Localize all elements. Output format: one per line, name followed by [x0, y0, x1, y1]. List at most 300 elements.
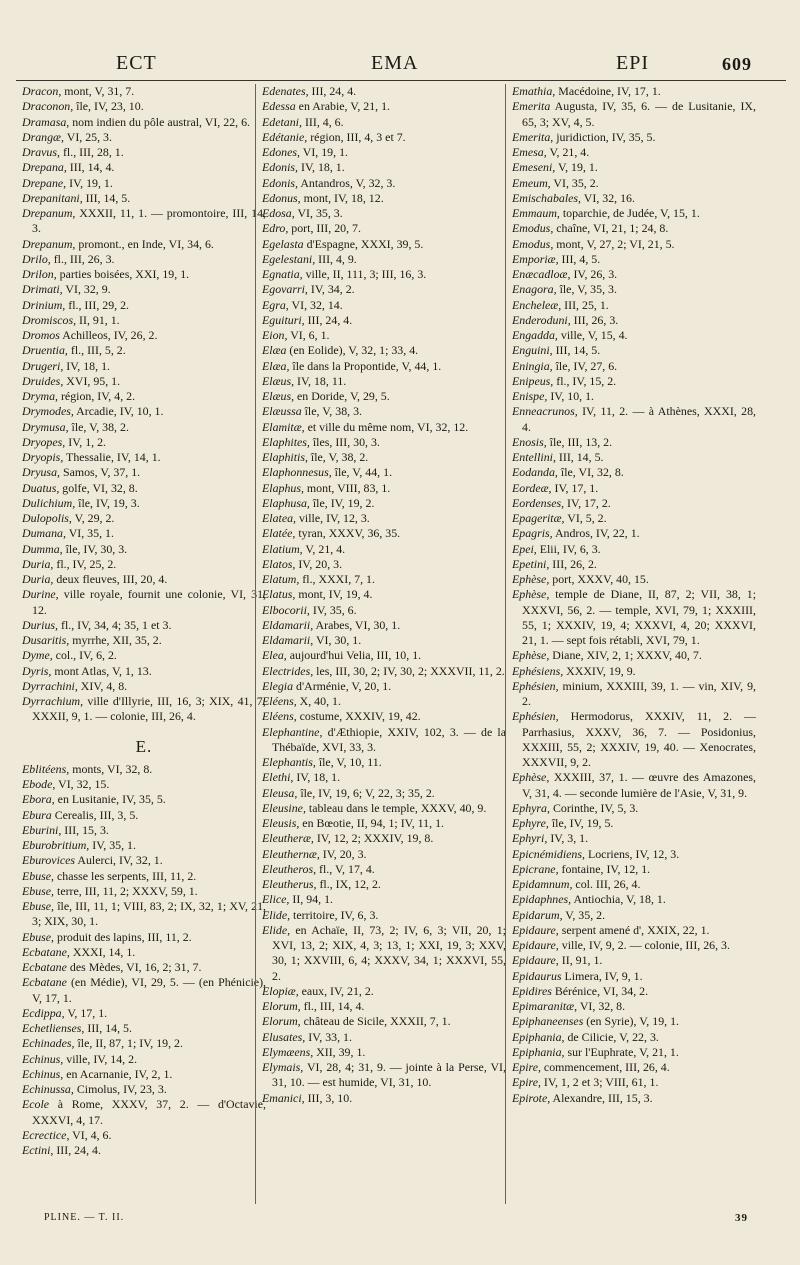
entry-reference: fl., III, 14, 4. — [300, 999, 365, 1013]
entry-headword: Emporiæ, — [512, 251, 559, 266]
entry-reference: aujourd'hui Velia, III, 10, 1. — [286, 648, 422, 663]
entry-reference: III, 4, 5. — [558, 251, 601, 266]
entry-headword: Eordeæ, — [512, 480, 552, 495]
entry-reference: et ville du même nom, VI, 32, 12. — [304, 419, 469, 434]
index-entry — [22, 328, 266, 343]
index-entry — [22, 869, 266, 884]
entry-reference: tyran, XXXV, 36, 35. — [295, 526, 401, 541]
entry-headword: Dramasa, — [22, 114, 70, 129]
index-entry — [262, 1045, 506, 1060]
header-left-guideword: ECT — [116, 52, 157, 74]
entry-headword: Eleutheros, — [262, 861, 317, 876]
entry-reference: commencement, III, 26, 4. — [540, 1060, 670, 1074]
entry-reference: juridiction, IV, 35, 5. — [553, 129, 656, 144]
entry-reference: VI, 6, 1. — [287, 328, 330, 342]
index-entry — [512, 496, 756, 511]
index-entry — [22, 838, 266, 853]
entry-reference: Cimolus, IV, 23, 3. — [73, 1082, 167, 1096]
index-entry — [262, 343, 506, 358]
entry-headword: Eningia, — [512, 358, 553, 373]
entry-reference: toparchie, de Judée, V, 15, 1. — [559, 206, 700, 220]
entry-headword: Edro, — [262, 221, 289, 236]
entry-reference: port, XXXV, 40, 15. — [549, 572, 649, 586]
index-entry — [262, 313, 506, 328]
entry-reference: Achilleos, IV, 26, 2. — [59, 328, 158, 342]
entry-reference: en Acarnanie, IV, 2, 1. — [63, 1066, 173, 1081]
entry-reference: Locriens, IV, 12, 3. — [584, 846, 680, 861]
entry-headword: Egnatia, — [262, 267, 303, 281]
entry-reference: îles, III, 30, 3. — [309, 434, 380, 449]
index-entry — [22, 359, 266, 374]
index-entry — [262, 298, 506, 313]
running-header — [16, 52, 786, 78]
index-entry — [262, 191, 506, 206]
entry-reference: sur l'Euphrate, V, 21, 1. — [564, 1044, 679, 1059]
entry-reference: d'Arménie, V, 20, 1. — [293, 678, 392, 693]
entry-headword: Elatos, — [262, 556, 296, 571]
entry-headword: Ecbatane — [22, 960, 67, 974]
entry-reference: VI, 19, 1. — [299, 145, 348, 159]
index-entry — [262, 84, 506, 99]
index-entry — [512, 526, 756, 541]
entry-headword: Drimati, — [22, 282, 63, 297]
index-entry — [262, 847, 506, 862]
entry-reference: île, IV, 19, 5. — [548, 816, 614, 830]
entry-reference: fl., III, 29, 2. — [65, 297, 130, 312]
entry-headword: Ebode, — [22, 777, 56, 791]
entry-headword: Ebuse, — [22, 883, 55, 898]
entry-headword: Elice, — [262, 892, 290, 907]
index-entry — [262, 176, 506, 191]
entry-headword: Elymæens, — [262, 1044, 314, 1059]
entry-reference: III, 24, 4. — [53, 1143, 101, 1157]
index-entry — [512, 969, 756, 984]
index-entry — [22, 343, 266, 358]
entry-reference: île, V, 44, 1. — [331, 465, 393, 480]
entry-headword: Drilo, — [22, 251, 51, 266]
entry-headword: Elæussa — [262, 404, 302, 419]
index-entry — [262, 328, 506, 343]
entry-headword: Emmaum, — [512, 206, 560, 220]
entry-headword: Epei, — [512, 541, 537, 556]
index-entry — [22, 450, 266, 465]
entry-headword: Elaphusa, — [262, 495, 310, 510]
entry-reference: d'Æthiopie, XXIV, 102, 3. — de la Thébaïde, XVI, 33, 3. — [272, 724, 506, 754]
entry-reference: île, V, 10, 11. — [315, 755, 382, 769]
section-letter: E. — [135, 736, 153, 756]
index-entry — [22, 526, 266, 541]
index-entry — [22, 191, 266, 206]
entry-reference: VI, 25, 3. — [63, 129, 112, 144]
index-entry — [512, 221, 756, 236]
entry-reference: V, 21, 4. — [302, 541, 346, 556]
index-entry — [22, 1097, 266, 1128]
entry-reference: serpent amené d', XXIX, 22, 1. — [558, 922, 710, 937]
index-entry — [262, 160, 506, 175]
index-entry — [512, 984, 756, 999]
entry-headword: Egelestani, — [262, 251, 316, 266]
entry-headword: Emodus, — [512, 221, 554, 236]
entry-headword: Egovarri, — [262, 282, 308, 297]
entry-reference: Corinthe, IV, 5, 3. — [549, 800, 639, 815]
index-entry — [512, 481, 756, 496]
index-entry — [262, 481, 506, 496]
entry-headword: Drangæ, — [22, 129, 64, 144]
index-entry — [262, 709, 506, 724]
index-entry — [22, 206, 266, 237]
entry-reference: en Arabie, V, 21, 1. — [295, 99, 391, 114]
entry-reference: eaux, IV, 21, 2. — [298, 983, 374, 998]
entry-reference: III, 25, 1. — [561, 297, 609, 312]
entry-headword: Ebora, — [22, 792, 55, 807]
index-entry — [22, 511, 266, 526]
entry-reference: IV, 20, 3. — [319, 846, 367, 861]
header-rule — [16, 80, 786, 81]
entry-reference: myrrhe, XII, 35, 2. — [69, 633, 162, 647]
entry-headword: Durius, — [22, 617, 59, 632]
entry-reference: Samos, V, 37, 1. — [59, 465, 141, 480]
footer-signature: PLINE. — T. II. — [44, 1212, 125, 1223]
index-entry — [262, 404, 506, 419]
entry-headword: Enispe, — [512, 389, 548, 403]
entry-headword: Dumana, — [22, 526, 66, 541]
entry-reference: IV, 26, 3. — [570, 267, 618, 281]
index-entry — [262, 603, 506, 618]
entry-reference: île, II, 87, 1; IV, 19, 2. — [74, 1036, 183, 1051]
index-entry — [262, 282, 506, 297]
entry-headword: Drepanum, — [22, 206, 76, 220]
index-entry — [22, 1143, 266, 1158]
entry-headword: Elatea, — [262, 511, 297, 525]
index-entry — [512, 1045, 756, 1060]
index-entry — [262, 877, 506, 892]
entry-reference: île, IV, 30, 3. — [62, 541, 128, 556]
entry-reference: III, 4, 9. — [315, 251, 357, 266]
entry-reference: Andros, IV, 22, 1. — [552, 526, 640, 541]
index-entry — [262, 221, 506, 236]
index-entry — [262, 557, 506, 572]
entry-headword: Epire, — [512, 1060, 541, 1074]
index-entry — [262, 755, 506, 770]
entry-reference: IV, 17, 2. — [564, 495, 611, 510]
index-entry — [22, 176, 266, 191]
entry-reference: terre, III, 11, 2; XXXV, 59, 1. — [54, 883, 198, 898]
index-entry — [22, 587, 266, 618]
index-entry — [512, 145, 756, 160]
entry-reference: Arcadie, IV, 10, 1. — [73, 404, 164, 419]
index-entry — [512, 404, 756, 435]
index-entry — [22, 1082, 266, 1097]
entry-reference: en Doride, V, 29, 5. — [294, 389, 390, 403]
entry-headword: Epiphania, — [512, 1044, 565, 1059]
entry-headword: Emathia, — [512, 84, 556, 98]
entry-headword: Ebuse, — [22, 868, 55, 883]
entry-reference: VI, 30, 1. — [313, 633, 362, 647]
entry-reference: Limera, IV, 9, 1. — [561, 968, 643, 983]
index-entry — [512, 770, 756, 801]
index-entry — [512, 206, 756, 221]
entry-reference: XXXIV, 19, 9. — [563, 663, 636, 678]
entry-headword: Elatus, — [262, 587, 296, 602]
entry-headword: Dyme, — [22, 648, 53, 663]
index-entry — [262, 145, 506, 160]
index-entry — [262, 99, 506, 114]
entry-reference: Diane, XIV, 2, 1; XXXV, 40, 7. — [549, 648, 702, 663]
entry-reference: fl., IV, 25, 2. — [53, 556, 117, 571]
index-entry — [22, 84, 266, 99]
entry-headword: Epire, — [512, 1075, 541, 1090]
entry-headword: Dusaritis, — [22, 633, 70, 647]
entry-reference: Alexandre, III, 15, 3. — [550, 1090, 653, 1105]
entry-headword: Egelasta — [262, 236, 304, 251]
entry-reference: III, 4, 6. — [301, 114, 344, 129]
index-entry — [512, 648, 756, 663]
entry-reference: VI, 35, 2. — [550, 175, 599, 190]
entry-reference: fl., IX, 12, 2. — [316, 877, 381, 891]
index-entry — [512, 237, 756, 252]
entry-reference: fl., V, 17, 4. — [316, 861, 375, 876]
index-entry — [512, 282, 756, 297]
entry-headword: Enipeus, — [512, 373, 554, 388]
index-entry — [512, 557, 756, 572]
index-entry — [262, 694, 506, 709]
entry-reference: VI, 32, 15. — [55, 777, 110, 791]
entry-headword: Edones, — [262, 145, 300, 159]
entry-reference: territoire, IV, 6, 3. — [290, 907, 379, 922]
entry-headword: Eldamarii, — [262, 633, 314, 647]
entry-reference: fl., IV, 34, 4; 35, 1 et 3. — [58, 617, 172, 632]
entry-headword: Engadda, — [512, 328, 558, 342]
entry-headword: Epidaure, — [512, 938, 559, 952]
entry-headword: Dyrrachini, — [22, 678, 78, 693]
entry-headword: Ephésiens, — [512, 663, 564, 678]
entry-headword: Elaphitis, — [262, 450, 308, 464]
entry-headword: Drinium, — [22, 297, 66, 312]
index-entry — [262, 908, 506, 923]
entry-reference: III, 14, 5. — [555, 450, 604, 464]
entry-headword: Epiphaneenses — [512, 1014, 584, 1029]
entry-headword: Edessa — [262, 99, 296, 114]
entry-headword: Elaphites, — [262, 434, 310, 449]
index-entry — [262, 664, 506, 679]
entry-headword: Ephésien, — [512, 678, 559, 693]
entry-headword: Eléens, — [262, 709, 297, 724]
entry-headword: Emerita — [512, 99, 551, 114]
page-number: 609 — [722, 54, 752, 74]
index-entry — [262, 816, 506, 831]
entry-headword: Eguituri, — [262, 312, 305, 327]
index-entry — [512, 862, 756, 877]
entry-reference: île, V, 38, 3. — [301, 404, 362, 419]
entry-headword: Ebuse, — [22, 929, 55, 944]
entry-reference: V, 21, 4. — [546, 145, 590, 159]
entry-reference: île, IV, 19, 6; V, 22, 3; 35, 2. — [297, 785, 435, 800]
index-entry — [512, 1075, 756, 1090]
entry-headword: Echinades, — [22, 1036, 75, 1051]
index-entry — [22, 267, 266, 282]
entry-reference: île, IV, 23, 10. — [73, 99, 144, 114]
entry-headword: Epiphania, — [512, 1029, 565, 1044]
index-entry — [22, 465, 266, 480]
index-entry — [22, 648, 266, 663]
index-entry — [262, 465, 506, 480]
entry-reference: île, IV, 19, 2. — [309, 495, 375, 510]
index-entry — [262, 435, 506, 450]
entry-reference: III, 26, 3. — [570, 312, 619, 327]
entry-reference: Arabes, VI, 30, 1. — [313, 617, 401, 632]
index-entry — [512, 176, 756, 191]
column-divider — [255, 84, 256, 1204]
entry-reference: IV, 18, 11. — [294, 373, 347, 388]
entry-reference: monts, VI, 32, 8. — [69, 761, 153, 776]
entry-headword: Eion, — [262, 328, 288, 342]
index-entry — [22, 823, 266, 838]
entry-reference: île, IV, 19, 3. — [75, 495, 140, 510]
entry-headword: Eodanda, — [512, 465, 558, 480]
entry-headword: Elethi, — [262, 770, 294, 785]
entry-reference: mont Atlas, V, 1, 13. — [51, 663, 152, 678]
entry-headword: Emischabales, — [512, 190, 582, 205]
entry-headword: Epidires — [512, 983, 552, 998]
index-entry — [22, 884, 266, 899]
entry-headword: Elbocorii, — [262, 602, 310, 617]
entry-reference: ville, IV, 9, 2. — colonie, III, 26, 3. — [558, 938, 730, 952]
entry-headword: Elegia — [262, 678, 294, 693]
index-entry — [262, 892, 506, 907]
entry-headword: Eleusine, — [262, 800, 306, 815]
entry-headword: Epagris, — [512, 526, 553, 541]
entry-headword: Drepanum, — [22, 236, 76, 251]
entry-headword: Ephèse, — [512, 648, 550, 663]
entry-reference: deux fleuves, III, 20, 4. — [53, 572, 168, 586]
entry-headword: Dryma, — [22, 389, 58, 403]
index-entry — [22, 99, 266, 114]
index-entry — [262, 374, 506, 389]
entry-reference: temple de Diane, II, 87, 2; VII, 38, 1; XXXVI, 56, 2. — temple, XVI, 79, 1; XXXIII, 55, 1; XXXIV, 19, 4; XXXVI, 4, 20; XXXVI, 21, 1. — sept fois rétabli, XVI, 79, 1. — [522, 587, 756, 647]
entry-headword: Ecrectice, — [22, 1127, 70, 1142]
entry-reference: golfe, VI, 32, 8. — [59, 480, 138, 495]
entry-headword: Eleuthernæ, — [262, 846, 320, 861]
index-entry — [512, 664, 756, 679]
entry-reference: (en Médie), VI, 29, 5. — (en Phénicie), V, 17, 1. — [32, 975, 266, 1005]
index-entry — [262, 450, 506, 465]
entry-headword: Edonis, — [262, 175, 299, 190]
index-entry — [22, 1067, 266, 1082]
index-entry — [512, 938, 756, 953]
index-entry — [262, 1030, 506, 1045]
entry-headword: Ecbatane — [22, 975, 67, 990]
entry-headword: Edonus, — [262, 190, 301, 205]
entry-reference: XXXIII, 37, 1. — œuvre des Amazones, V, 31, 4. — seconde lumière de l'Asie, V, 31, 9. — [522, 770, 756, 800]
index-entry — [512, 542, 756, 557]
entry-reference: région, III, 4, 3 et 7. — [307, 129, 406, 144]
entry-reference: île, V, 38, 2. — [307, 450, 369, 464]
entry-reference: mont, V, 27, 2; VI, 21, 5. — [553, 236, 675, 251]
index-entry — [22, 618, 266, 633]
index-entry — [22, 899, 266, 930]
index-entry — [22, 792, 266, 807]
index-entry — [262, 862, 506, 877]
entry-reference: parties boisées, XXI, 19, 1. — [56, 267, 190, 281]
entry-reference: île, III, 11, 1; VIII, 83, 2; IX, 32, 1; XV, 21, 3; XIX, 30, 1. — [32, 899, 266, 929]
entry-headword: Elaphonnesus, — [262, 465, 332, 480]
index-entry — [22, 679, 266, 694]
entry-reference: VI, 5, 2. — [564, 511, 607, 525]
index-entry — [262, 542, 506, 557]
index-entry — [22, 1006, 266, 1021]
entry-headword: Entellini, — [512, 450, 556, 464]
entry-reference: Aulerci, IV, 32, 1. — [75, 853, 163, 868]
entry-reference: mont, IV, 18, 12. — [300, 190, 384, 205]
entry-headword: Echetlienses, — [22, 1021, 85, 1035]
entry-reference: col. III, 26, 4. — [572, 877, 641, 891]
index-entry — [262, 511, 506, 526]
index-entry — [22, 404, 266, 419]
entry-reference: III, 24, 4. — [308, 84, 357, 98]
entry-headword: Elæus, — [262, 389, 295, 403]
entry-headword: Duria, — [22, 556, 54, 571]
entry-headword: Echinussa, — [22, 1082, 74, 1096]
entry-headword: Ebuse, — [22, 899, 55, 913]
entry-reference: fl., III, 5, 2. — [67, 343, 126, 358]
entry-reference: IV, 12, 2; XXXIV, 19, 8. — [313, 831, 434, 846]
index-entry — [262, 267, 506, 282]
entry-reference: ville, IV, 12, 3. — [296, 511, 370, 525]
index-entry — [262, 130, 506, 145]
index-entry — [512, 908, 756, 923]
entry-reference: (en Syrie), V, 19, 1. — [583, 1014, 679, 1029]
entry-reference: VI, 32, 16. — [581, 190, 635, 205]
entry-headword: Dryusa, — [22, 465, 60, 480]
index-entry — [22, 160, 266, 175]
entry-headword: Epageritæ, — [512, 511, 565, 525]
entry-reference: IV, 10, 1. — [547, 389, 595, 403]
entry-headword: Elymais, — [262, 1060, 304, 1074]
index-entry — [262, 359, 506, 374]
entry-reference: en Lusitanie, IV, 35, 5. — [54, 792, 166, 807]
entry-reference: IV, 1, 2 et 3; VIII, 61, 1. — [540, 1075, 659, 1090]
entry-headword: Dromiscos, — [22, 312, 77, 327]
index-column-1 — [22, 84, 266, 1158]
index-entry — [512, 450, 756, 465]
entry-reference: ville royale, fournit une colonie, VI, 31, 12. — [32, 587, 266, 617]
entry-headword: Dulichium, — [22, 495, 76, 510]
entry-headword: Eleusa, — [262, 785, 298, 800]
index-entry — [22, 1128, 266, 1143]
entry-reference: région, IV, 4, 2. — [58, 389, 136, 403]
entry-headword: Elide, — [262, 922, 291, 937]
entry-headword: Draconon, — [22, 99, 74, 114]
index-entry — [512, 465, 756, 480]
index-entry — [512, 847, 756, 862]
entry-headword: Drymodes, — [22, 404, 74, 419]
entry-headword: Ephèse, — [512, 587, 550, 602]
footer-sheet-number: 39 — [735, 1212, 748, 1224]
entry-reference: V, 17, 1. — [64, 1005, 108, 1020]
entry-reference: fontaine, IV, 12, 1. — [558, 861, 651, 876]
entry-reference: IV, 34, 2. — [307, 282, 355, 297]
index-entry — [512, 511, 756, 526]
entry-reference: IV, 33, 1. — [305, 1029, 352, 1044]
entry-reference: VI, 35, 1. — [65, 526, 114, 541]
index-entry — [22, 808, 266, 823]
entry-reference: Antandros, V, 32, 3. — [298, 175, 396, 190]
entry-reference: chaîne, VI, 21, 1; 24, 8. — [553, 221, 669, 236]
index-entry — [262, 1091, 506, 1106]
index-entry — [262, 725, 506, 756]
entry-reference: costume, XXXIV, 19, 42. — [296, 709, 421, 724]
entry-reference: IV, 3, 1. — [547, 831, 589, 846]
